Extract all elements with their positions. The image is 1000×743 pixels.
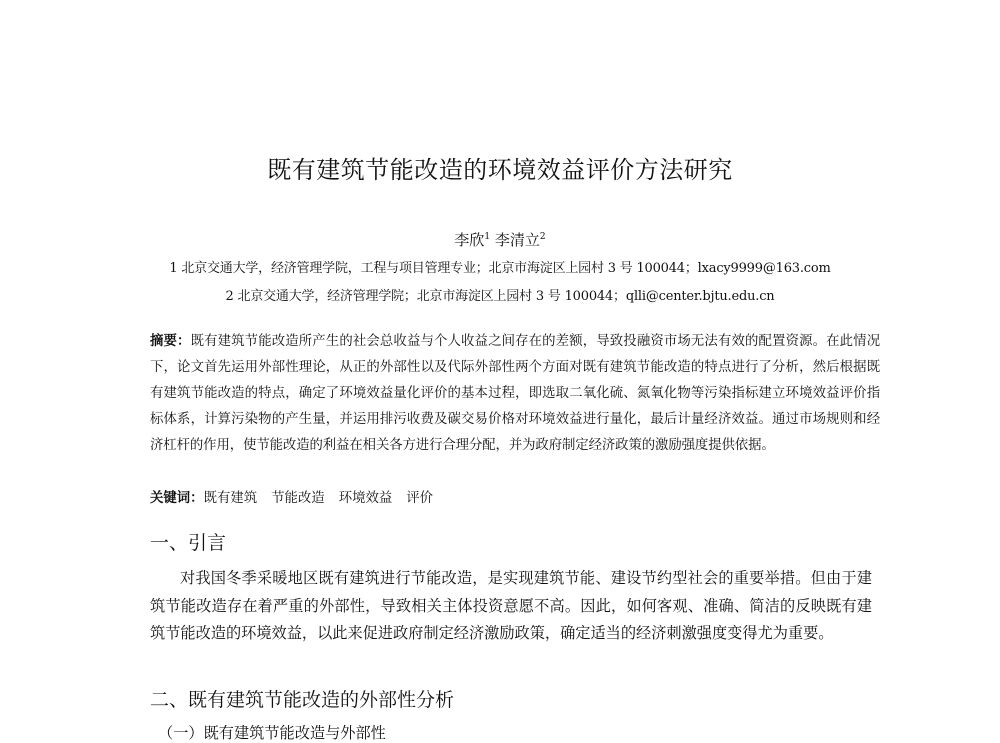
author-affiliation-mark: 2 <box>539 232 546 242</box>
abstract <box>150 328 880 459</box>
keyword: 节能改造 <box>271 491 325 506</box>
keyword: 评价 <box>406 491 434 506</box>
subsection-heading: （一）既有建筑节能改造与外部性 <box>158 724 386 742</box>
author-name: 李清立 <box>494 231 540 249</box>
author-name: 李欣 <box>454 231 485 249</box>
affiliation-2: 2 北京交通大学，经济管理学院；北京市海淀区上园村 3 号 100044；qlli@center.bjtu.edu.cn <box>225 289 775 304</box>
keywords-label: 关键词： <box>150 490 204 506</box>
introduction-paragraph: 对我国冬季采暖地区既有建筑进行节能改造，是实现建筑节能、建设节约型社会的重要举措。但由于建筑节能改造存在着严重的外部性，导致相关主体投资意愿不高。因此，如何客观、准确、简洁的反映既有建筑节能改造的环境效益，以此来促进政府制定经济激励政策，确定适当的经济刺激强度变得尤为重要。 <box>150 569 872 642</box>
keyword: 既有建筑 <box>203 491 258 506</box>
affiliation-1: 1 北京交通大学，经济管理学院，工程与项目管理专业；北京市海淀区上园村 3 号 100044；lxacy9999@163.com <box>169 261 831 276</box>
keyword: 环境效益 <box>338 491 393 506</box>
abstract-label: 摘要： <box>150 333 191 349</box>
paper-title: 既有建筑节能改造的环境效益评价方法研究 <box>267 156 733 184</box>
section-heading-externality: 二、既有建筑节能改造的外部性分析 <box>150 689 455 711</box>
section-heading-introduction: 一、引言 <box>150 532 227 554</box>
abstract-text: 既有建筑节能改造所产生的社会总收益与个人收益之间存在的差额，导致投融资市场无法有效的配置资源。在此情况下，论文首先运用外部性理论，从正的外部性以及代际外部性两个方面对既有建筑节能改造的特点进行了分析，然后根据既有建筑节能改造的特点，确定了环境效益量化评价的基本过程，即选取二氧化硫、氮氧化物等污染指标建立环境效益评价指标体系，计算污染物的产生量，并运用排污收费及碳交易价格对环境效益进行量化，最后计量经济效益。通过市场规则和经济杠杆的作用，使节能改造的利益在相关各方进行合理分配，并为政府制定经济政策的激励强度提供依据。 <box>150 334 880 453</box>
author-affiliation-mark: 1 <box>484 232 491 242</box>
author-line <box>0 229 1000 250</box>
keywords <box>150 487 880 506</box>
